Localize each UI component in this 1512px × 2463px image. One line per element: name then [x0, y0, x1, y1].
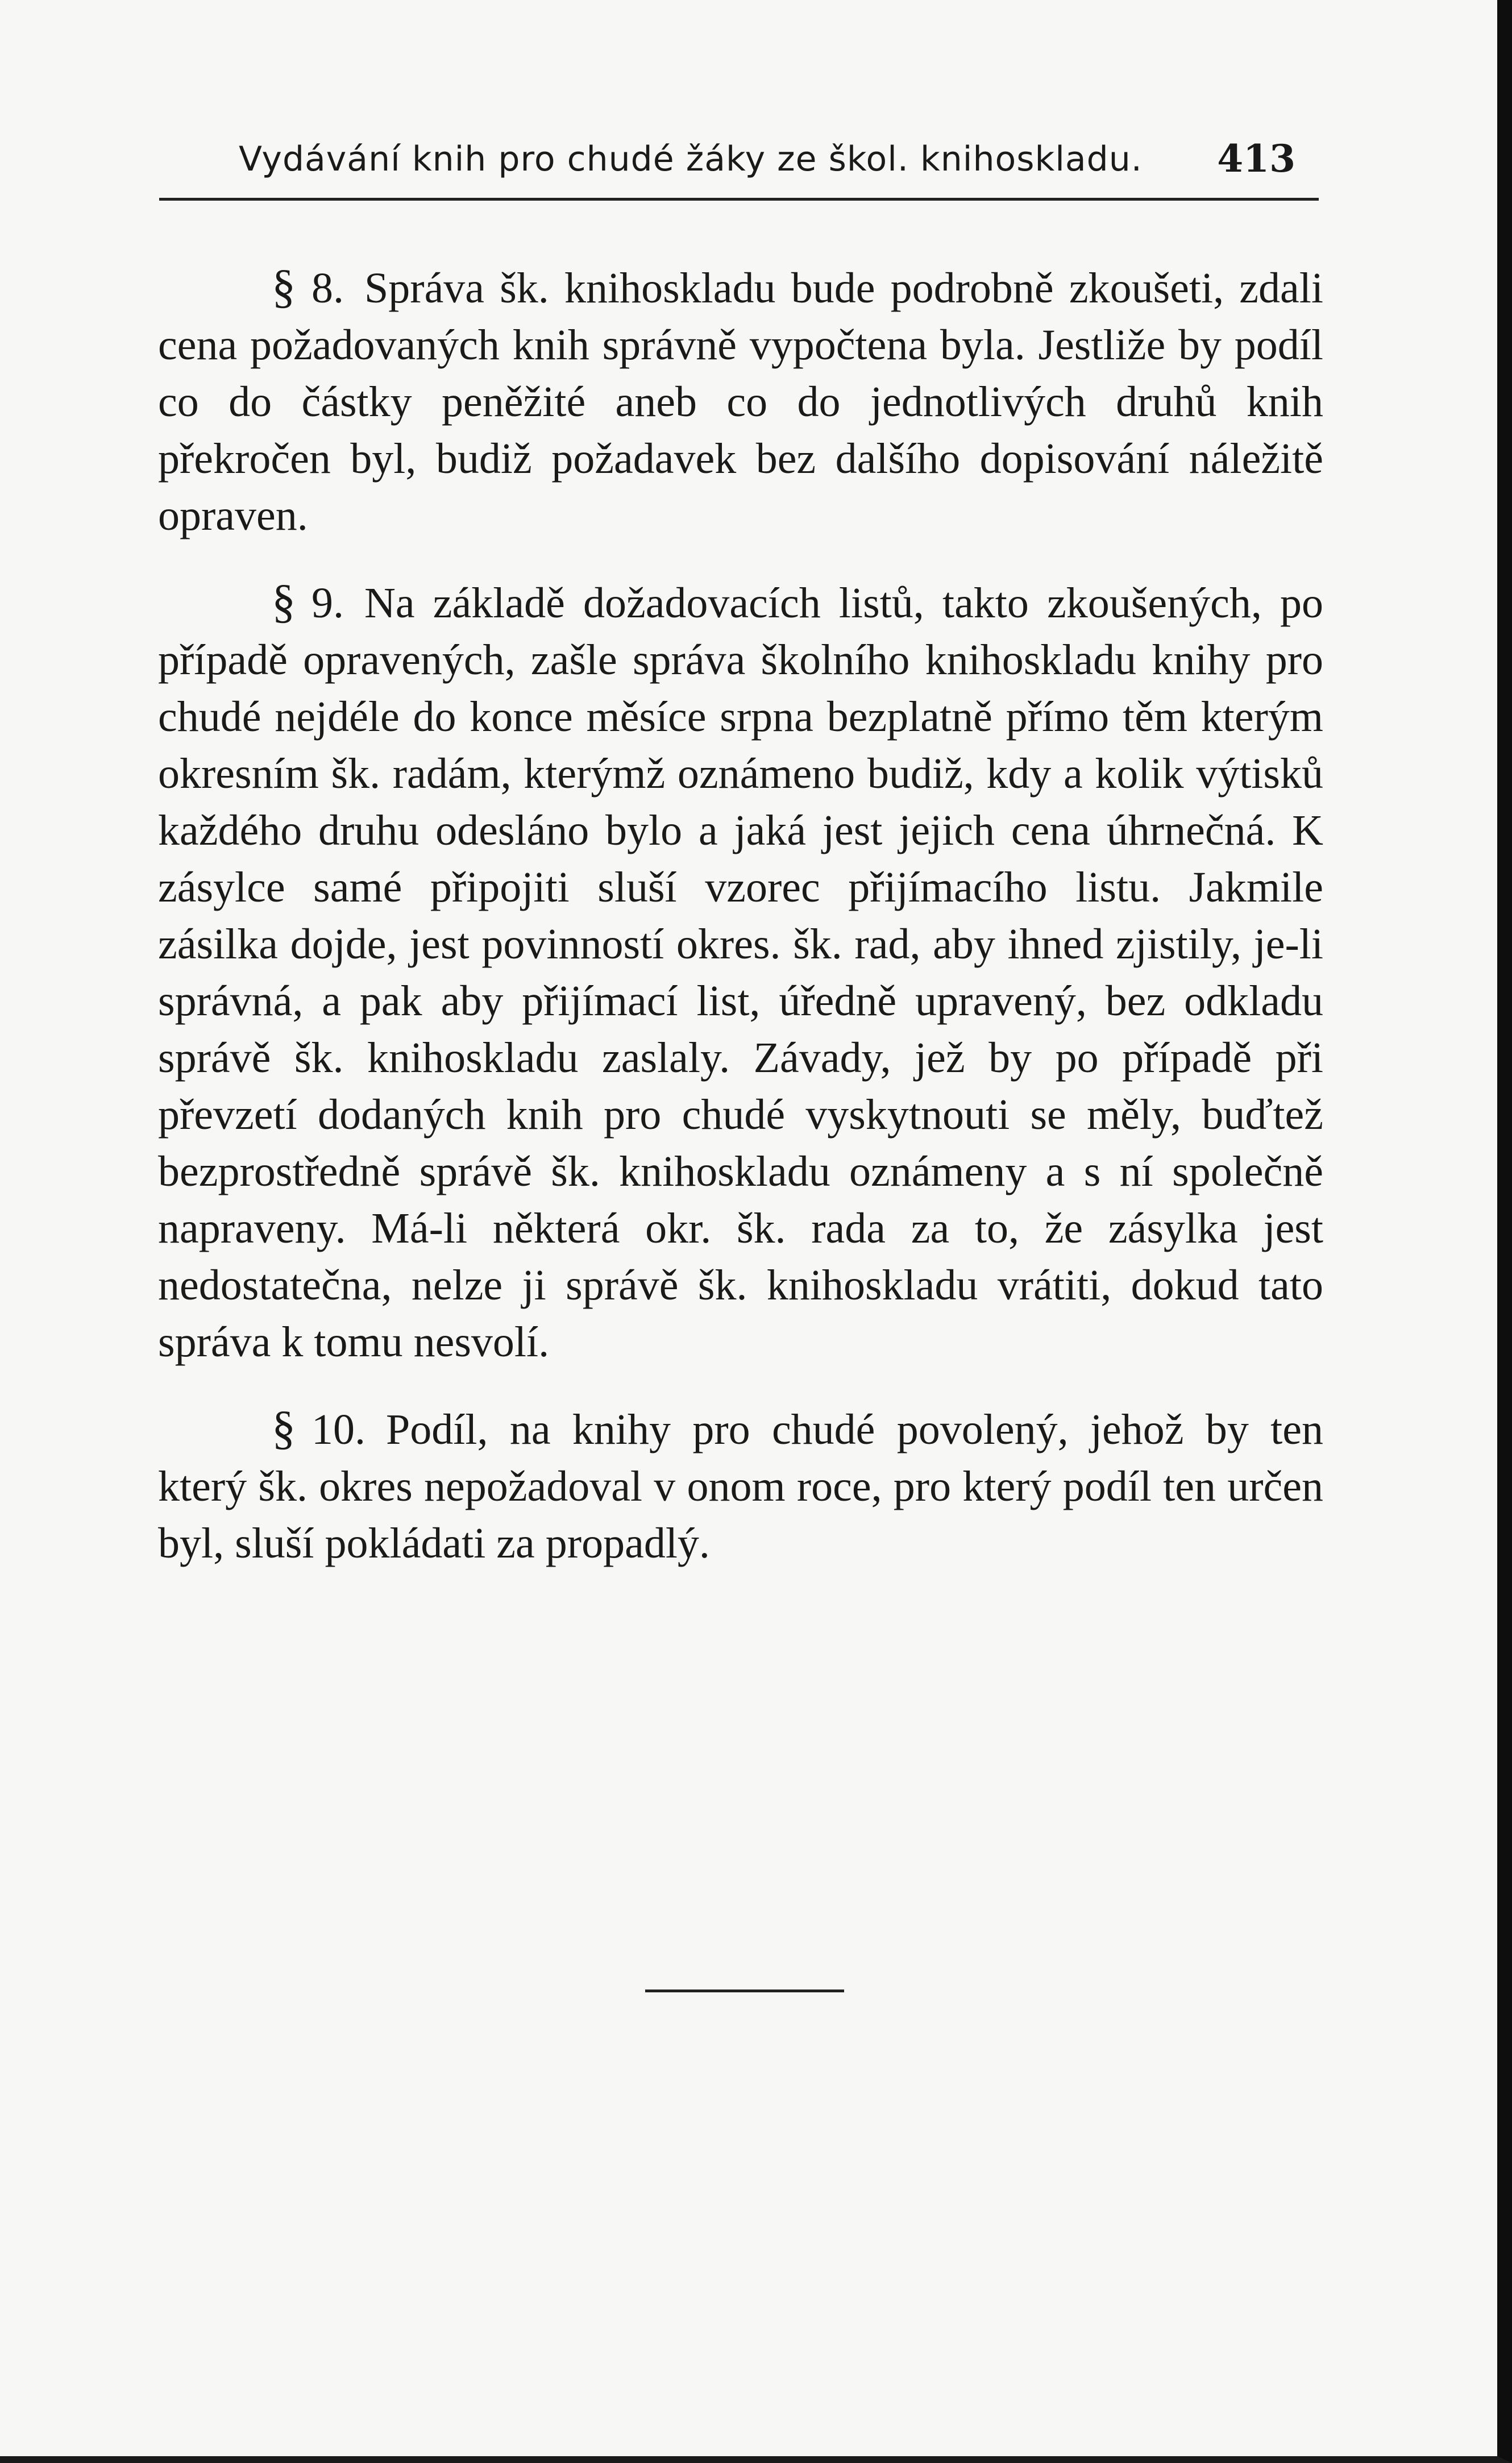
- section-9-paragraph: [158, 574, 1323, 1370]
- section-text: Správa šk. knihoskladu bude podrobně zkoušeti, zdali cena požadovaných knih správně vypočtena byla. Jestliže by podíl co do částky peněžité aneb co do jednotlivých druhů knih překročen byl, budiž požadavek bez dalšího dopisování náležitě opraven.: [158, 264, 1323, 539]
- page-number: 413: [1217, 136, 1295, 181]
- section-10-paragraph: [158, 1400, 1323, 1572]
- section-sign: §: [272, 575, 296, 628]
- running-head: Vydávání knih pro chudé žáky ze škol. knihoskladu.: [239, 139, 1143, 179]
- section-sign: §: [272, 260, 296, 313]
- header-rule: [159, 198, 1319, 201]
- section-number: 9.: [311, 579, 344, 627]
- section-number: 8.: [311, 264, 344, 312]
- body-text: [158, 259, 1323, 1601]
- end-rule: [645, 1989, 844, 1992]
- section-text: Podíl, na knihy pro chudé povolený, jehož by ten který šk. okres nepožadoval v onom roce, pro který podíl ten určen byl, sluší pokládati za propadlý.: [158, 1406, 1323, 1567]
- section-text: Na základě dožadovacích listů, takto zkoušených, po případě opravených, zašle správa školního knihoskladu knihy pro chudé nejdéle do konce měsíce srpna bezplatně přímo těm kterým okresním šk. radám, kterýmž oznámeno budiž, kdy a kolik výtisků každého druhu odesláno bylo a jaká jest jejich cena úhrnečná. K zásylce samé připojiti sluší vzorec přijímacího listu. Jakmile zásilka dojde, jest povinností okres. šk. rad, aby ihned zjistily, je-li správná, a pak aby přijímací list, úředně upravený, bez odkladu správě šk. knihoskladu zaslaly. Závady, jež by po případě při převzetí dodaných knih pro chudé vyskytnouti se měly, buďtež bezprostředně správě šk. knihoskladu oznámeny a s ní společně napraveny. Má-li některá okr. šk. rada za to, že zásylka jest nedostatečna, nelze ji správě šk. knihoskladu vrátiti, dokud tato správa k tomu nesvolí.: [158, 579, 1323, 1366]
- section-8-paragraph: [158, 259, 1323, 544]
- section-number: 10.: [311, 1406, 365, 1453]
- section-sign: §: [272, 1402, 296, 1455]
